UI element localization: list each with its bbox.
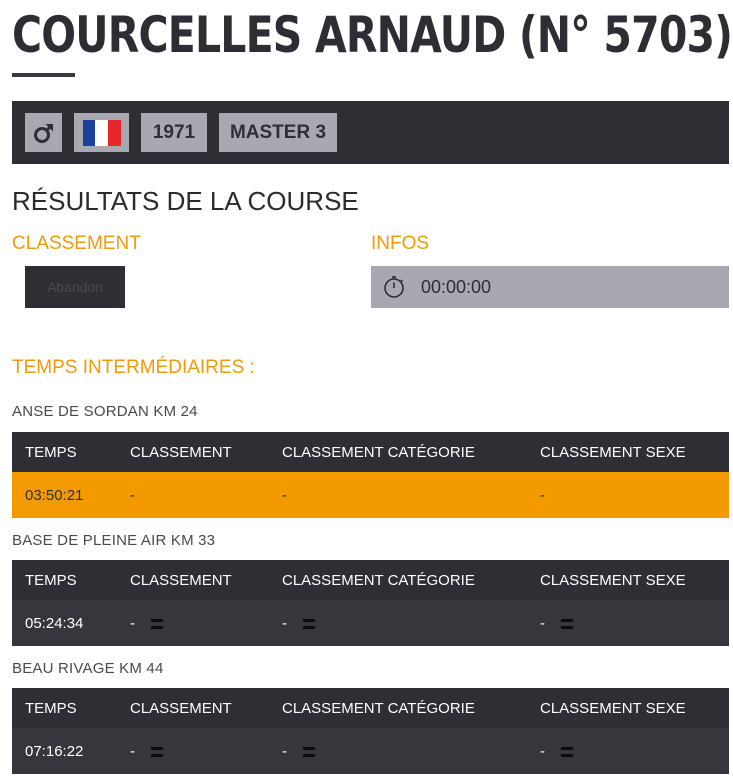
page-title: COURCELLES ARNAUD (N° 5703): [12, 6, 733, 64]
split-name: BASE DE PLEINE AIR KM 33: [12, 532, 216, 549]
equal-icon: [151, 619, 163, 629]
finish-time-box: [371, 266, 729, 308]
category-chip: MASTER 3: [219, 113, 337, 152]
split-time: 03:50:21: [25, 486, 84, 504]
status-badge: Abandon: [25, 266, 125, 308]
table-header: [12, 688, 729, 728]
table-header: [12, 432, 729, 472]
split-times-title: TEMPS INTERMÉDIAIRES :: [12, 357, 255, 378]
column-header-rank: CLASSEMENT: [130, 443, 232, 461]
classement-label: CLASSEMENT: [12, 233, 141, 254]
table-header: [12, 560, 729, 600]
france-flag-icon: [83, 120, 121, 146]
split-table: [12, 432, 729, 518]
equal-icon: [561, 619, 573, 629]
flag-white-stripe: [95, 120, 108, 146]
split-time: 05:24:34: [25, 614, 84, 632]
column-header-sex-rank: CLASSEMENT SEXE: [540, 571, 686, 589]
equal-icon: [151, 747, 163, 757]
infos-label: INFOS: [371, 233, 430, 254]
column-header-rank: CLASSEMENT: [130, 699, 232, 717]
split-rank-cell: [118, 615, 270, 632]
column-header-rank: CLASSEMENT: [130, 571, 232, 589]
column-header-sex-rank: CLASSEMENT SEXE: [540, 699, 686, 717]
title-underline: [12, 73, 75, 77]
runner-profile-bar: [12, 101, 729, 164]
split-category-rank: -: [282, 742, 287, 760]
split-category-rank: -: [282, 614, 287, 632]
column-header-category-rank: CLASSEMENT CATÉGORIE: [282, 443, 475, 461]
split-rank-cell: [118, 743, 270, 760]
column-header-time: TEMPS: [25, 443, 77, 461]
split-sex-rank: -: [540, 614, 545, 632]
nationality-chip: [74, 113, 129, 152]
split-table: [12, 688, 729, 774]
column-header-sex-rank: CLASSEMENT SEXE: [540, 443, 686, 461]
stopwatch-icon: [382, 275, 406, 299]
column-header-time: TEMPS: [25, 699, 77, 717]
equal-icon: [561, 747, 573, 757]
split-sex-rank: -: [540, 742, 545, 760]
finish-time: 00:00:00: [421, 276, 492, 297]
split-category-rank-cell: [270, 743, 528, 760]
race-results-title: RÉSULTATS DE LA COURSE: [12, 186, 359, 216]
split-name: ANSE DE SORDAN KM 24: [12, 403, 198, 420]
split-name: BEAU RIVAGE KM 44: [12, 660, 164, 677]
split-rank: -: [130, 742, 135, 760]
table-row: [12, 600, 729, 646]
column-header-category-rank: CLASSEMENT CATÉGORIE: [282, 571, 475, 589]
split-rank: -: [130, 486, 135, 504]
table-row: [12, 728, 729, 774]
split-table: [12, 560, 729, 646]
split-rank: -: [130, 614, 135, 632]
birth-year-chip: 1971: [141, 113, 207, 152]
flag-blue-stripe: [83, 120, 96, 146]
split-sex-rank: -: [540, 486, 545, 504]
column-header-category-rank: CLASSEMENT CATÉGORIE: [282, 699, 475, 717]
split-time: 07:16:22: [25, 742, 84, 760]
column-header-time: TEMPS: [25, 571, 77, 589]
split-sex-rank-cell: [528, 615, 729, 632]
flag-red-stripe: [108, 120, 121, 146]
equal-icon: [303, 747, 315, 757]
split-category-rank: -: [282, 486, 287, 504]
gender-chip: [25, 113, 62, 152]
male-symbol-icon: [32, 121, 56, 145]
split-sex-rank-cell: [528, 743, 729, 760]
table-row: [12, 472, 729, 518]
split-category-rank-cell: [270, 615, 528, 632]
equal-icon: [303, 619, 315, 629]
